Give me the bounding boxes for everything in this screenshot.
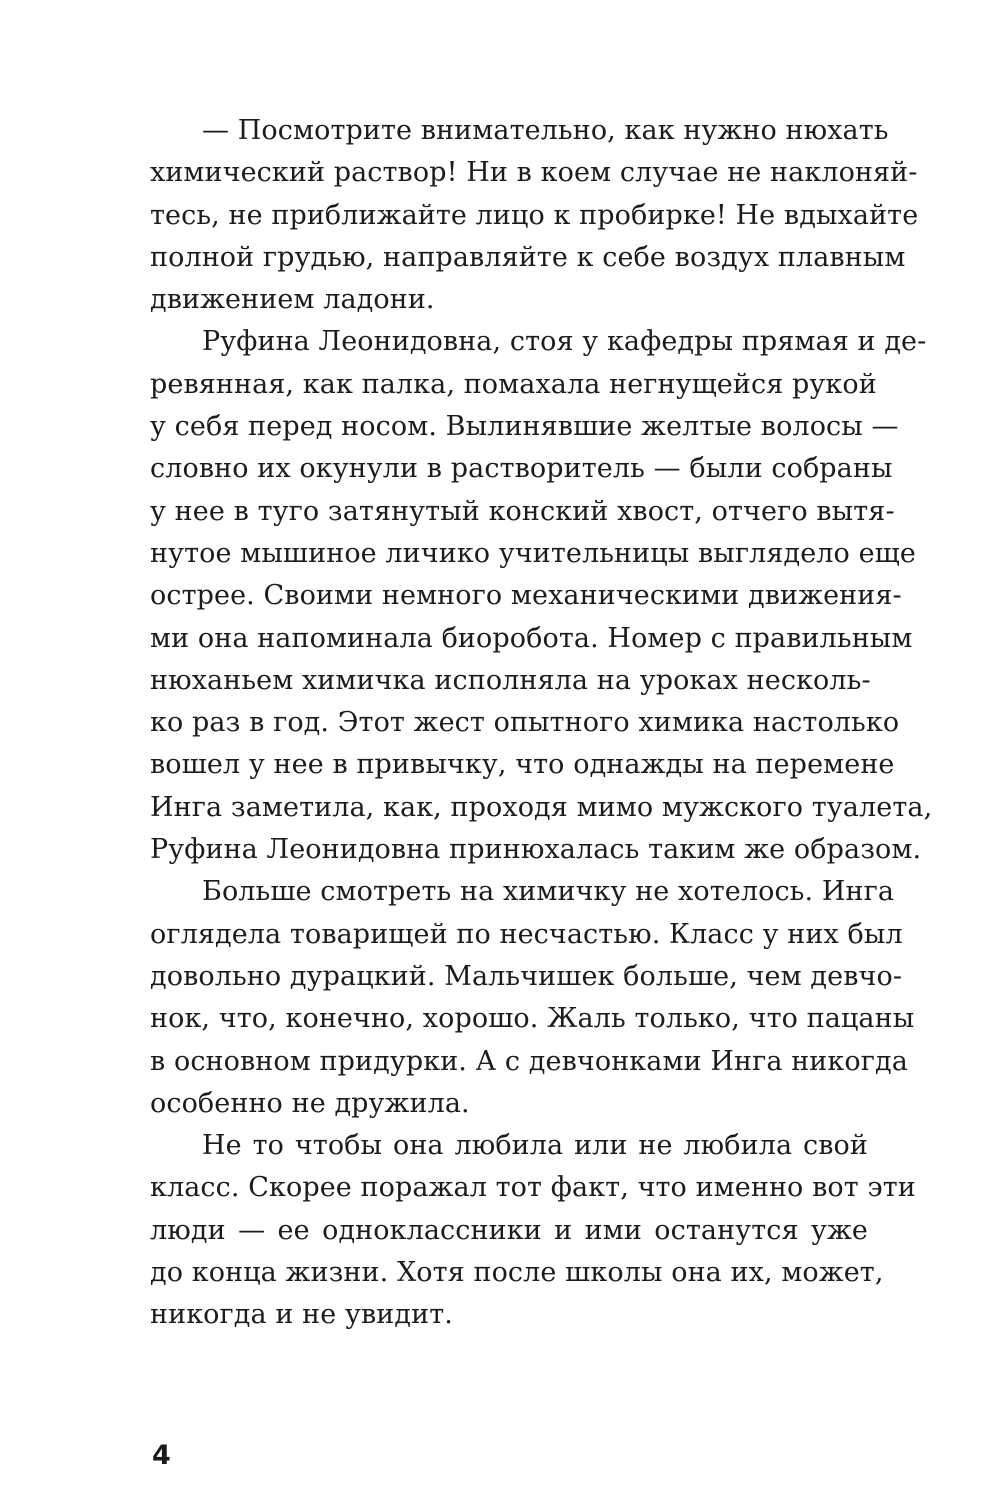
text-line: довольно дурацкий. Мальчишек больше, чем девчо- (150, 960, 903, 992)
paragraph-4 (150, 1125, 916, 1336)
text-line: особенно не дружила. (150, 1087, 470, 1119)
text-line: нюханьем химичка исполняла на уроках несколь- (150, 664, 871, 696)
text-line: Больше смотреть на химичку не хотелось. Инга (202, 876, 895, 908)
text-line: в основном придурки. А с девчонками Инга никогда (150, 1045, 908, 1077)
text-line: класс. Скорее поражал тот факт, что именно вот эти (150, 1172, 916, 1204)
text-line: люди — ее одноклассники и ими останутся уже (150, 1214, 868, 1246)
paragraph-2 (150, 321, 933, 871)
text-line: до конца жизни. Хотя после школы она их, может, (150, 1257, 884, 1289)
text-line: нутое мышиное личико учительницы выглядело еще (150, 537, 916, 569)
text-line: вошел у нее в привычку, что однажды на перемене (150, 749, 895, 781)
text-line: — Посмотрите внимательно, как нужно нюхать (202, 115, 889, 146)
paragraph-1 (150, 110, 919, 321)
body-text (150, 110, 933, 1337)
page-number: 4 (152, 1440, 171, 1471)
text-line: Инга заметила, как, проходя мимо мужского туалета, (150, 791, 933, 823)
text-line: Не то чтобы она любила или не любила свой (202, 1130, 868, 1162)
text-line: нок, что, конечно, хорошо. Жаль только, что пацаны (150, 1003, 915, 1035)
text-line: ко раз в год. Этот жест опытного химика настолько (150, 707, 900, 739)
text-line: Руфина Леонидовна, стоя у кафедры прямая и де- (202, 326, 927, 358)
text-line: движением ладони. (150, 284, 435, 316)
text-line: химический раствор! Ни в коем случае не наклоняй- (150, 157, 918, 189)
text-line: никогда и не увидит. (150, 1299, 453, 1331)
text-line: ми она напоминала биоробота. Номер с правильным (150, 622, 913, 654)
text-line: Руфина Леонидовна принюхалась таким же образом. (150, 834, 922, 866)
text-line: у нее в туго затянутый конский хвост, отчего вытя- (150, 495, 895, 527)
text-line: полной грудью, направляйте к себе воздух плавным (150, 241, 906, 273)
text-line: оглядела товарищей по несчастью. Класс у них был (150, 918, 903, 950)
text-line: острее. Своими немного механическими движения- (150, 580, 902, 612)
text-line: словно их окунули в растворитель — были собраны (150, 453, 893, 485)
text-line: у себя перед носом. Вылинявшие желтые волосы — (150, 411, 899, 443)
text-line: тесь, не приближайте лицо к пробирке! Не вдыхайте (150, 199, 919, 231)
text-line: ревянная, как палка, помахала негнущейся рукой (150, 368, 877, 400)
paragraph-3 (150, 871, 915, 1125)
